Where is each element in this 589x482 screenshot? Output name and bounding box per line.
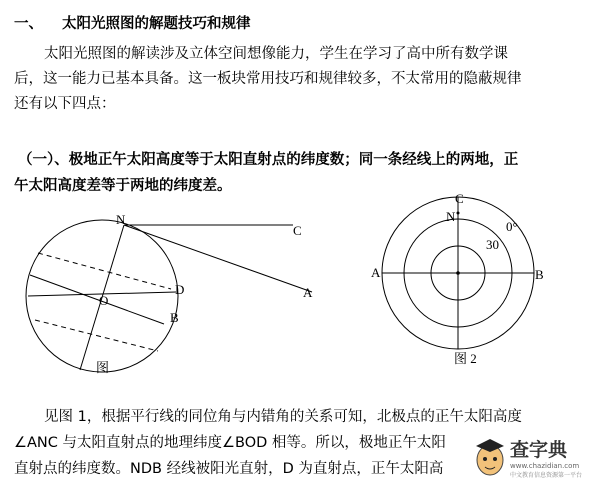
- body-line-2: ∠ANC 与太阳直射点的地理纬度∠BOD 相等。所以，极地正午太阳: [14, 435, 446, 451]
- body-line-3: 直射点的纬度数。NDB 经线被阳光直射，D 为直射点，正午太阳高: [14, 461, 444, 477]
- label-n: N: [116, 212, 126, 227]
- heading-title: 太阳光照图的解题技巧和规律: [62, 16, 251, 32]
- label-c2: C: [455, 191, 464, 206]
- intro-line-1: 太阳光照图的解读涉及立体空间想像能力，学生在学习了高中所有数学课: [44, 46, 508, 62]
- figure-1-caption: 图: [96, 360, 110, 375]
- label-0deg: 0°: [506, 219, 518, 234]
- dashed-line-2: [35, 320, 158, 351]
- label-o: O: [99, 293, 109, 308]
- watermark-logo: [470, 430, 589, 482]
- figure-1: [26, 212, 313, 375]
- line-na: [124, 225, 312, 292]
- body-line-1: 见图 1，根据平行线的同位角与内错角的关系可知，北极点的正午太阳高度: [44, 409, 522, 425]
- figure-2: [371, 191, 544, 366]
- watermark-url: www.chazidian.com: [510, 462, 580, 470]
- label-b: B: [170, 310, 179, 325]
- label-30: 30: [486, 237, 499, 252]
- heading-number: 一、: [14, 16, 43, 32]
- section1-line-1: （一）、极地正午太阳高度等于太阳直射点的纬度数；同一条经线上的两地，正: [18, 152, 519, 168]
- dashed-line-1: [38, 253, 171, 289]
- figure-2-caption: 图 2: [454, 351, 477, 366]
- label-d: D: [175, 282, 185, 297]
- label-a2: A: [371, 265, 381, 280]
- center-point: [456, 271, 460, 275]
- watermark-name: 查字典: [510, 439, 568, 461]
- intro-line-2: 后，这一能力已基本具备。这一板块常用技巧和规律较多，不太常用的隐蔽规律: [14, 71, 522, 87]
- label-c: C: [293, 223, 302, 238]
- section1-line-2: 午太阳高度差等于两地的纬度差。: [14, 178, 232, 194]
- watermark-slogan: 中文教育信息资源第一平台: [510, 472, 583, 479]
- watermark-mascot-icon: [470, 430, 589, 482]
- label-b2: B: [535, 267, 544, 282]
- label-a: A: [303, 285, 313, 300]
- equator-line: [30, 275, 164, 324]
- point-n: [457, 212, 460, 215]
- label-n2: N: [446, 209, 456, 224]
- intro-line-3: 还有以下四点：: [14, 96, 116, 112]
